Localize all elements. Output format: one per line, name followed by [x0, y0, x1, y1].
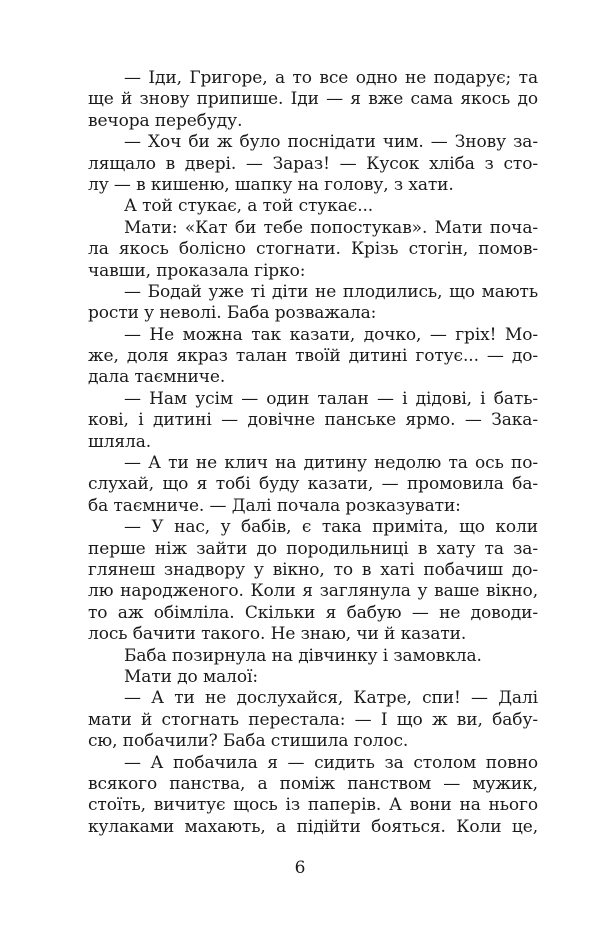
text-line: А той стукає, а той стукає... — [124, 196, 374, 217]
text-line: чавши, проказала гірко: — [88, 260, 306, 281]
text-line: Мати до малої: — [124, 666, 258, 687]
text-line: Мати: «Кат би тебе попостукав». Мати поча- — [124, 217, 538, 238]
text-line: сю, побачили? Баба стишила голос. — [88, 731, 409, 752]
paragraph — [88, 753, 538, 839]
text-line: вечора перебуду. — [88, 110, 243, 131]
text-line: ще й знову припише. Іди — я вже сама якось до — [88, 89, 538, 110]
text-line: ла якось болісно стогнати. Крізь стогін, помов- — [88, 239, 538, 260]
paragraph — [88, 389, 538, 453]
text-line: лящало в двері. — Зараз! — Кусок хліба з сто- — [88, 153, 538, 174]
paragraph — [88, 453, 538, 517]
text-line: — Бодай уже ті діти не плодились, що мають — [124, 281, 538, 302]
paragraph — [88, 325, 538, 389]
paragraph — [88, 196, 538, 217]
text-line: лу — в кишеню, шапку на голову, з хати. — [88, 174, 454, 195]
text-line: дала таємниче. — [88, 367, 226, 388]
text-line: мати й стогнать перестала: — І що ж ви, бабу- — [88, 709, 538, 730]
paragraph — [88, 282, 538, 325]
text-line: — А ти не клич на дитину недолю та ось по- — [124, 453, 538, 474]
text-line: лю народженого. Коли я заглянула у ваше вікно, — [88, 581, 538, 602]
paragraph — [88, 688, 538, 752]
text-line: то аж обімліла. Скільки я бабую — не доводи- — [88, 602, 538, 623]
text-line: — Хоч би ж було поснідати чим. — Знову за- — [124, 132, 538, 153]
paragraph — [88, 68, 538, 132]
text-line: шляла. — [88, 431, 152, 452]
paragraph — [88, 667, 538, 688]
text-line: — А побачила я — сидить за столом повно — [124, 752, 538, 773]
paragraph — [88, 132, 538, 196]
paragraph — [88, 646, 538, 667]
text-line: слухай, що я тобі буду казати, — промовила ба- — [88, 474, 538, 495]
text-line: — Нам усім — один талан — і дідові, і бать- — [124, 388, 538, 409]
text-line: стоїть, вичитує щось із паперів. А вони на нього — [88, 795, 538, 816]
text-line: рости у неволі. Баба розважала: — [88, 303, 377, 324]
paragraph — [88, 517, 538, 645]
text-line: — Іди, Григоре, а то все одно не подарує; та — [124, 68, 538, 88]
text-line: — Не можна так казати, дочко, — гріх! Мо- — [124, 324, 538, 345]
page-number: 6 — [294, 858, 306, 878]
text-line: кулаками махають, а підійти бояться. Коли це, — [88, 816, 538, 837]
text-line: Баба позирнула на дівчинку і замовкла. — [124, 645, 482, 666]
text-line: глянеш знадвору у вікно, то в хаті побачиш до- — [88, 559, 538, 580]
paragraph — [88, 218, 538, 282]
text-line: кові, і дитині — довічне панське ярмо. — Зака- — [88, 410, 538, 431]
text-line: же, доля якраз талан твоїй дитині готує... — до- — [88, 346, 538, 367]
text-line: — А ти не дослухайся, Катре, спи! — Далі — [124, 688, 538, 709]
book-page-text — [88, 68, 538, 838]
text-line: ба таємниче. — Далі почала розказувати: — [88, 495, 461, 516]
text-line: лось бачити такого. Не знаю, чи й казати. — [88, 624, 467, 645]
text-line: перше ніж зайти до породильниці в хату та за- — [88, 538, 538, 559]
text-line: — У нас, у бабів, є така приміта, що коли — [124, 517, 538, 538]
text-line: всякого панства, а поміж панством — мужик, — [88, 773, 538, 794]
